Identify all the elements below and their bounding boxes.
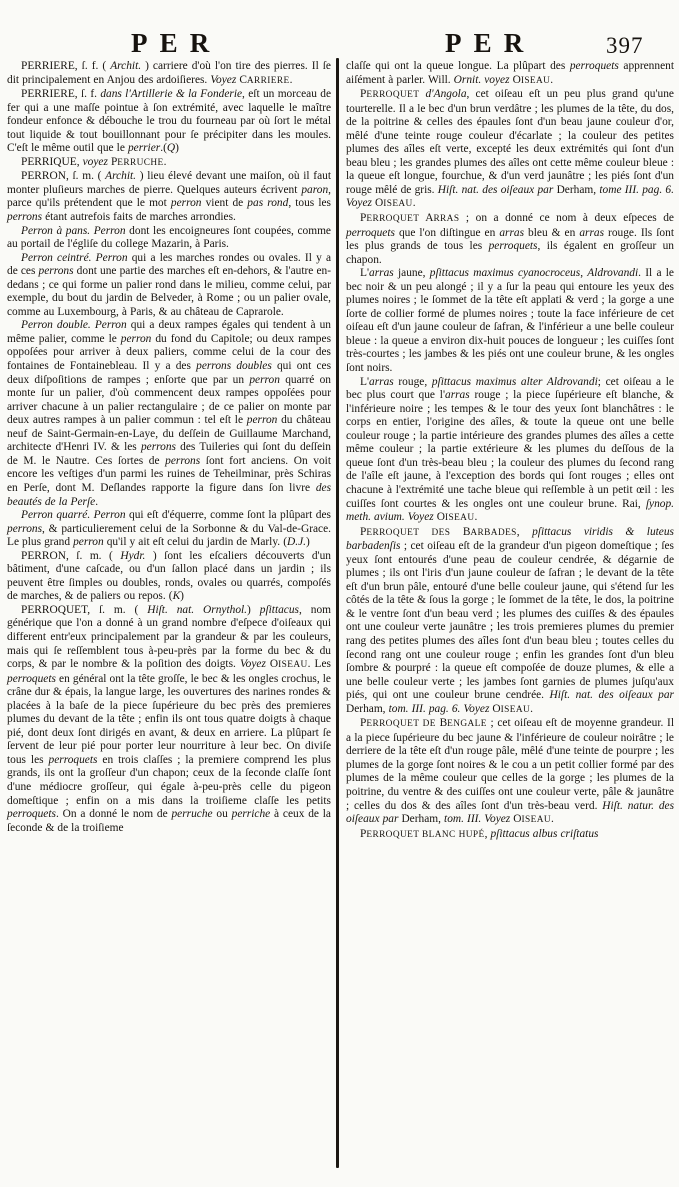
body-text: en général ont la tête groſſe, le bec & les ongles crochus, le crâne dur & épais, la langue large, les ouvertures des narines rondes & placées à la baſe de la piece ſupérieure du bec près des premieres plumes du devant de la tête ; enfin ils ont tous quatre doigts à chaque pié, dont deux ſont dirigés en avant, & deux en arriere. La plûpart ſe ſervent de leur pié pour porter leur nourriture à leur bec. On diviſe tous les xyxy=(7,672,331,766)
small-caps-text: ISEAU xyxy=(383,199,413,210)
body-text: dont les encoigneures ſont coupées, comme au portail de l'égliſe du college Mazarin, à Paris. xyxy=(7,224,331,251)
italic-text: Voyez xyxy=(239,658,266,671)
italic-text: ſynop. meth. avium. Voyez xyxy=(346,497,674,524)
italic-text: Hydr. xyxy=(120,549,146,562)
body-text: P xyxy=(360,717,367,730)
body-text: P xyxy=(360,525,367,538)
italic-text: Hiſt. nat. des oiſeaux par xyxy=(437,183,554,196)
body-text: A xyxy=(419,212,434,225)
body-text: ) carriere d'où l'on tire des pierres. Il ſe dit principalement en Anjou des ardoiſieres. xyxy=(7,60,331,86)
italic-text: dans l'Artillerie & la Fonderie xyxy=(100,88,243,101)
italic-text: Ornit. voyez xyxy=(453,73,510,86)
small-caps-text: ISEAU xyxy=(521,815,551,826)
entry-paragraph xyxy=(346,526,674,718)
italic-text: perroquets xyxy=(346,226,395,239)
small-caps-text: ARBADES xyxy=(470,527,517,538)
italic-text: perron xyxy=(120,332,152,345)
italic-text: arras xyxy=(499,226,525,239)
body-text: PERRON, ſ. m. ( xyxy=(21,549,121,562)
body-text: que l'on diſtingue en xyxy=(394,226,500,239)
body-text: qui ont ces deux diſpoſitions de rampes ; enſorte que par un xyxy=(7,360,332,386)
body-text: C xyxy=(236,73,247,86)
small-caps-text: ISEAU xyxy=(278,660,308,671)
body-text: dont une partie des marches eſt en-dehors, & l'autre en-dedans ; ce qui forme un palier rond dans le milieu, comme celui, par exemple, du bout du jardin de Belveder, à Rome ; ou un palier ovale, comme au Luxembourg, à Paris, & au château de Caprarole. xyxy=(7,265,332,318)
small-caps-text: RRAS xyxy=(433,214,460,225)
body-text: , tous les xyxy=(288,197,331,210)
entry-paragraph xyxy=(346,212,674,267)
entry-paragraph xyxy=(346,88,674,212)
italic-text: Perron ceintré. Perron xyxy=(21,251,128,264)
body-text: B xyxy=(435,717,448,730)
italic-text: perron xyxy=(249,373,280,386)
italic-text: Aldrovandi xyxy=(587,267,639,280)
italic-text: arras xyxy=(579,226,605,239)
italic-text: perrons xyxy=(7,522,43,535)
small-caps-text: ERROQUET DE xyxy=(366,719,436,730)
body-text: , nom générique que l'on a donné à un grand nombre d'eſpece d'oiſeaux qui different entr'eux principalement par la grandeur & par les couleurs, mais qui ſe reſſemblent tous à-peu-près par la forme du bec & du corps, & par le nombre & la poſition des doigts. xyxy=(7,603,331,671)
body-text: .( xyxy=(160,142,167,155)
body-text: . xyxy=(550,73,554,86)
body-text: du château neuf de Saint-Germain-en-Laye, du deſſein de Guillaume Marchand, architecte d'Henri IV. & les xyxy=(7,414,332,454)
column-divider-rule xyxy=(336,58,339,1168)
body-text: rouge ; la piece ſupérieure eſt blanche, & l'inférieure noire ; les tempes & le tour des yeux ſont blanchâtres : le corps en entier, l'origine des aîles, & toute la queue ont une belle couleur rouge ; la partie intérieure des grandes plumes des aîles a cette même couleur ; la partie extérieure & les plumes du deſſous de la queue ſont d'un très-beau bleu ; la couleur des plumes du ſecond rang de l'aîle eſt jaune, à l'exception des bords qui ſont rouges ; elles ont chacune à l'extrémité une tache bleue qui reſſemble à un petit œil : les cuiſſes ſont courtes & les ongles ont une couleur brune. Rai, xyxy=(346,389,674,510)
small-caps-text: ARRIERE xyxy=(246,75,290,86)
body-text: B xyxy=(450,525,471,538)
italic-text: Q xyxy=(166,142,176,155)
italic-text: arras xyxy=(369,267,394,280)
body-text: , ils égalent en groſſeur un chapon. xyxy=(346,240,674,266)
running-title-right: PER xyxy=(445,28,536,58)
body-text: , parce qu'ils prétendent que le mot xyxy=(7,183,331,210)
body-text: O xyxy=(265,658,279,671)
italic-text: Hiſt. natur. des oiſeaux par xyxy=(346,799,675,826)
small-caps-text: ISEAU xyxy=(444,513,475,524)
italic-text: Voyez xyxy=(210,73,237,86)
italic-text: Archit. xyxy=(105,170,137,183)
body-text: . xyxy=(530,702,533,715)
italic-text: Perron double. Perron xyxy=(21,319,127,332)
body-text: . xyxy=(95,495,99,508)
body-text: ) ſont les eſcaliers découverts d'un bâtiment, d'une caſcade, ou d'un ſallon placé dans un jardin ; ils peuvent être ſimples ou doubles, ronds, ovales ou quarrés, compoſés de marches, & de paliers ou repos. ( xyxy=(7,549,331,603)
body-text: ; cet oiſeau a le bec plus court que l' xyxy=(346,375,674,402)
small-caps-text: ERROQUET BLANC HUPÉ xyxy=(366,829,485,840)
italic-text: tome III. pag. 6. Voyez xyxy=(346,183,674,210)
entry-paragraph xyxy=(7,88,331,156)
entry-paragraph xyxy=(346,717,674,827)
body-text: P xyxy=(107,155,118,168)
body-text: quarré on monte ſur un palier, d'où commencent deux rampes oppoſées pour arriver chacune à un palier rectangulaire ; de ce palier on monte par deux autres rampes à un palier commun : tel eſt le xyxy=(7,373,331,427)
body-text: rouge, xyxy=(393,375,432,388)
italic-text: pſittacus xyxy=(259,603,299,616)
italic-text: perroquets xyxy=(7,808,56,821)
entry-paragraph xyxy=(346,828,674,843)
body-text: PERRON, ſ. m. ( xyxy=(21,170,106,183)
italic-text: voyez xyxy=(82,155,108,168)
body-text: O xyxy=(509,73,521,86)
body-text: L' xyxy=(360,267,370,280)
italic-text: perron xyxy=(246,414,278,427)
italic-text: Perron à pans. Perron xyxy=(21,224,126,237)
body-text: , xyxy=(580,267,588,280)
body-text: O xyxy=(371,197,384,210)
entry-paragraph xyxy=(7,550,331,604)
italic-text: perroquets xyxy=(569,60,619,72)
entry-paragraph xyxy=(7,225,331,252)
italic-text: pas rond xyxy=(247,197,289,210)
italic-text: Hiſt. nat. des oiſeaux par xyxy=(549,689,674,702)
body-text: ) xyxy=(175,142,179,155)
italic-text: perroquets xyxy=(488,240,538,253)
italic-text: perron xyxy=(73,536,104,549)
italic-text: perrons xyxy=(38,265,74,278)
small-caps-text: ISEAU xyxy=(520,75,551,86)
body-text: ) xyxy=(247,603,260,616)
italic-text: perrons xyxy=(7,211,43,224)
body-text: qu'il y ait eſt celui du jardin de Marly. ( xyxy=(103,536,287,549)
body-text: ; cet oiſeau eſt de la grandeur d'un pigeon domeſtique ; ſes yeux ſont entourés d'une peau de couleur cendrée, & dégarnie de plumes ; ils ont l'iris d'un jaune couleur de ſafran ; le devant de la tête eſt d'un brun pâle, entouré d'une belle couleur jaune, qui s'étend ſur les côtés de la tête & ſous la gorge ; le ſommet de la tête, le dos, la poitrine & le ventre ſont d'un beau verd ; les plumes des cuiſſes & des épaules ont une couleur verte jaunâtre ; les trois premieres plumes du premier rang des petites plumes des aîles ſont d'un beau bleu ; toutes celles du ſecond rang ont une couleur rouge ; enfin les grandes ſont d'un bleu ſombre & pourpré : la queue eſt compoſée de douze plumes, & elle a une belle couleur verte ; les jambes ſont garnies de plumes juſqu'aux piés, qui ont une couleur brune cendrée. xyxy=(346,540,674,702)
body-text: jaune, xyxy=(393,267,430,280)
small-caps-text: ERRUCHE xyxy=(117,157,164,168)
italic-text: K xyxy=(172,590,181,603)
body-text: ) xyxy=(305,536,310,549)
body-text: P xyxy=(360,827,367,840)
right-column xyxy=(346,60,674,842)
body-text: Derham, xyxy=(398,813,445,826)
entry-paragraph xyxy=(7,604,331,835)
body-text: rouge. Ils ſont les plus grands de tous les xyxy=(346,226,674,253)
body-text: . On a donné le nom de xyxy=(55,808,172,821)
entry-paragraph xyxy=(7,319,331,509)
body-text: . Les xyxy=(307,658,331,671)
small-caps-text: ERROQUET xyxy=(366,90,420,101)
body-text: Derham, xyxy=(346,702,389,715)
italic-text: pſittacus viridis & luteus barbadenſis xyxy=(346,525,674,553)
italic-text: perroquets xyxy=(48,753,98,766)
left-column xyxy=(7,60,331,835)
italic-text: tom. III. pag. 6. xyxy=(388,702,461,715)
entry-paragraph xyxy=(7,170,331,224)
italic-text: perrier xyxy=(127,142,161,155)
body-text: en trois claſſes ; la premiere comprend les plus grands, ils ont la groſſeur d'un chapon; ceux de la ſeconde claſſe ſont d'une médiocre groſſeur, qui égale à-peu-près celle du pigeon domeſtique ; enfin on a mis dans la troiſieme claſſe les petits xyxy=(7,753,331,807)
italic-text: Hiſt. nat. Ornythol. xyxy=(147,603,248,616)
body-text: qui eſt d'équerre, comme ſont la plûpart des xyxy=(125,509,331,522)
entry-paragraph xyxy=(7,252,331,320)
body-text: Derham, xyxy=(553,183,600,196)
page-number: 397 xyxy=(606,33,644,58)
body-text: , xyxy=(516,525,533,538)
italic-text: perrons xyxy=(165,454,201,467)
body-text: à ceux de la ſeconde & de la troiſieme xyxy=(7,808,331,834)
entry-paragraph xyxy=(346,267,674,375)
body-text: bleu & en xyxy=(524,226,580,239)
entry-paragraph xyxy=(7,156,331,171)
body-text: . xyxy=(474,511,478,524)
body-text: O xyxy=(433,511,445,524)
body-text: claſſe qui ont la queue longue. La plûpart des xyxy=(346,60,570,72)
body-text: ; on a donné ce nom à deux eſpeces de xyxy=(459,212,674,225)
body-text: L' xyxy=(360,375,370,388)
italic-text: perrons doubles xyxy=(196,360,272,373)
small-caps-text: ISEAU xyxy=(500,704,531,715)
body-text: . xyxy=(551,813,554,826)
italic-text: Perron quarré. Perron xyxy=(21,509,126,522)
small-caps-text: ERROQUET xyxy=(366,214,420,225)
entry-paragraph xyxy=(7,509,331,550)
body-text: ; cet oiſeau eſt de moyenne grandeur. Il a la piece ſupérieure du bec jaune & l'inférieure de couleur noirâtre ; le derriere de la tête eſt d'un rouge pâle, mêlé d'une teinte de pourpre ; les plumes de la gorge ſont noires & le cou a un petit collier formé par des plumes de la même couleur que celles de la gorge ; les plumes de la poitrine, du ventre & des cuiſſes ont une couleur verte, pâle & jaunâtre ; celles du dos & des aîles ſont d'un très-beau verd. xyxy=(346,717,674,812)
entry-paragraph xyxy=(7,60,331,88)
italic-text: perriche xyxy=(231,808,271,821)
italic-text: tom. III. Voyez xyxy=(444,813,511,826)
body-text: PERRIERE, ſ. f. xyxy=(21,88,101,101)
italic-text: pſittacus maximus cyanocroceus xyxy=(429,267,581,280)
italic-text: perrons xyxy=(140,441,176,454)
body-text: apprennent aiſément à parler. Will. xyxy=(346,60,674,86)
italic-text: arras xyxy=(445,389,470,402)
body-text: qui a les marches rondes ou ovales. Il y a de ces xyxy=(7,251,332,278)
running-title-left: PER xyxy=(131,28,222,58)
body-text: O xyxy=(489,702,501,715)
italic-text: d'Angola xyxy=(425,88,467,101)
italic-text: pſittacus maximus alter Aldrovandi xyxy=(431,375,598,388)
small-caps-text: ERROQUET DES xyxy=(366,527,451,538)
body-text: ) lieu élevé devant une maiſon, où il faut monter pluſieurs marches de pierre. Quelques auteurs écrivent xyxy=(7,170,331,196)
body-text: vient de xyxy=(201,197,248,210)
body-text: ) xyxy=(180,590,184,603)
body-text: PERROQUET, ſ. m. ( xyxy=(21,603,148,616)
small-caps-text: ENGALE xyxy=(447,719,487,730)
body-text: O xyxy=(510,813,522,826)
body-text: des Tuileries qui ſont du deſſein de M. le Nautre. Ces ſortes de xyxy=(7,441,331,467)
italic-text: perroquets xyxy=(7,672,56,685)
italic-text: paron xyxy=(301,183,329,196)
body-text: . xyxy=(412,197,416,210)
entry-paragraph xyxy=(346,376,674,526)
body-text: du fond du Capitole; ou deux rampes oppoſées pour arriver à deux paliers, comme celui de la cour des fontaines de Fontainebleau. Il y a des xyxy=(7,332,331,373)
body-text: P xyxy=(360,212,367,225)
body-text: ſont fort anciens. On voit encore les veſtiges d'un parmi les ruines de Teheilminar, près Schiras en Perſe, dont M. Deſlandes rapporte la figure dans ſon livre xyxy=(7,454,331,494)
body-text: , eſt un morceau de fer qui a une maſſe pointue à ſon extrémité, avec laquelle le maître fondeur enfonce & débouche le trou du fourneau par où ſort le métal tout liquide & tout bouillonnant pour ſe précipiter dans les moules. C'eſt le même outil que le xyxy=(7,88,331,155)
body-text: étant autrefois faits de marches arrondies. xyxy=(42,211,236,224)
body-text: P xyxy=(360,88,367,101)
body-text: PERRIERE, ſ. f. ( xyxy=(21,60,111,72)
italic-text: pſittacus albus criſtatus xyxy=(490,827,599,840)
italic-text: Voyez xyxy=(463,702,490,715)
body-text: , xyxy=(484,827,491,840)
body-text: . Il a le bec noir & un peu alongé ; il y a ſur la peau qui entoure les yeux des plumes noires ; le ſommet de la tête eſt applati & verd ; la gorge a une ſorte de collier formé de plumes noires ; toute la face inférieure de cet oiſeau eſt d'un jaune couleur de ſafran, & l'inférieur a une belle couleur bleue : la queue a environ dix-huit pouces de longueur ; les cuiſſes ſont très-courtes ; les jambes & les piés ont une couleur brune, & les ongles ſont noirs. xyxy=(346,267,674,375)
italic-text: perruche xyxy=(171,808,213,821)
italic-text: D.J. xyxy=(287,536,306,549)
body-text: . xyxy=(163,155,167,168)
body-text: , & particulierement celui de la Sorbonne & du Val-de-Grace. Le plus grand xyxy=(7,522,331,549)
italic-text: perron xyxy=(170,197,202,210)
body-text: PERRIQUE, xyxy=(21,155,83,168)
italic-text: des beautés de la Perſe xyxy=(7,481,331,508)
body-text: ou xyxy=(212,808,232,821)
body-text: . xyxy=(289,73,293,86)
body-text: qui a deux rampes égales qui tendent à un même palier, comme le xyxy=(7,319,331,345)
italic-text: arras xyxy=(369,375,394,388)
body-text: , cet oiſeau eſt un peu plus grand qu'une tourterelle. Il a le bec d'un brun verdâtre ; les plumes de la tête, du dos, de la poitrine & celles des épaules ſont d'un beau jaune couleur d'or, mêlé d'une teinte rouge couleur d'écarlate ; la couleur des petites plumes des aîles eſt verte, excepté les deux extrémités qui ſont d'un beau bleu ; les grandes plumes des aîles ont cette même couleur bleue : la queue eſt longue, fourchue, & d'un verd jaunâtre ; les piés ſont d'un rouge mêlé de gris. xyxy=(346,88,674,196)
entry-paragraph xyxy=(346,60,674,88)
italic-text: Archit. xyxy=(110,60,142,72)
